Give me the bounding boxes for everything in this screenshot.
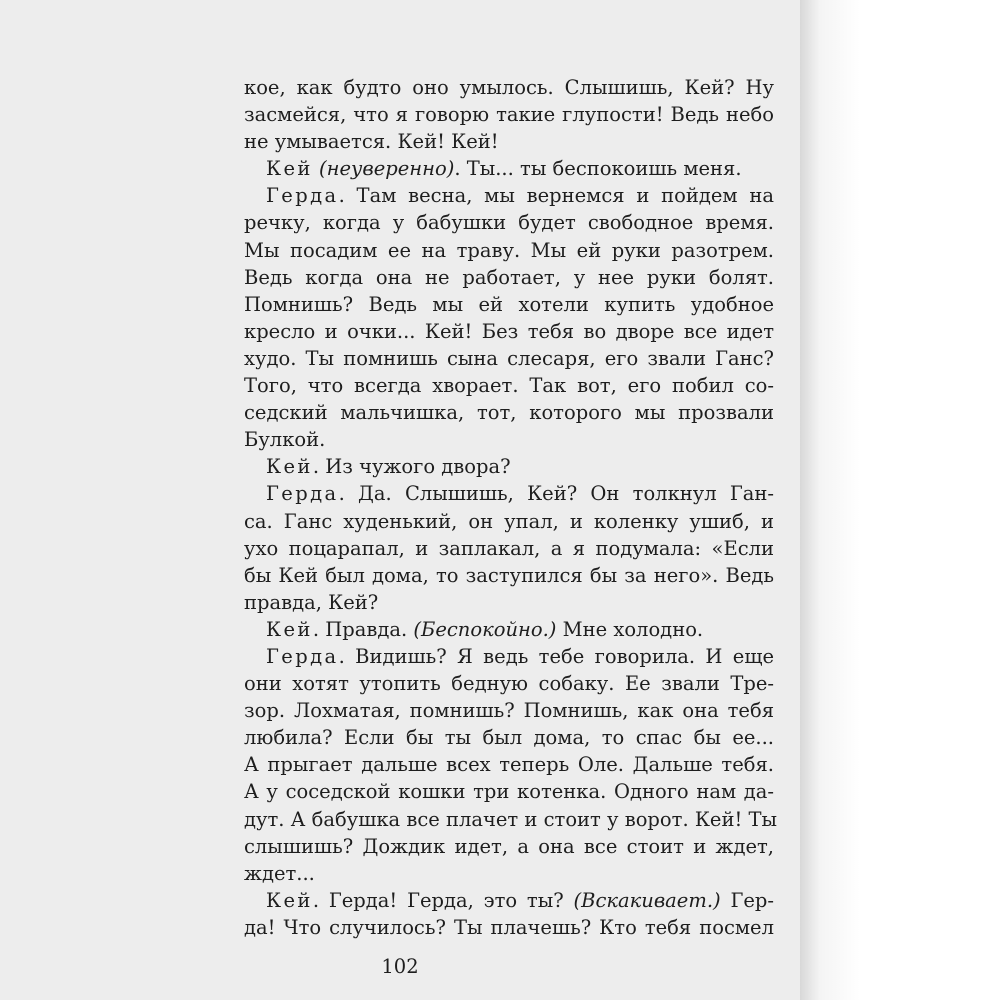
text-line <box>244 806 778 833</box>
text-line <box>244 237 774 264</box>
line-text: седский мальчишка, тот, которого мы прозвали <box>244 401 774 425</box>
line-text: . Видишь? Я ведь тебе говорила. И еще <box>338 644 774 668</box>
line-text: кресло и очки... Кей! Без тебя во дворе все идет <box>244 319 774 343</box>
text-line <box>244 399 774 426</box>
text-line <box>244 101 774 128</box>
line-text-after: Гер- <box>720 888 774 912</box>
line-text: Ведь когда она не работает, у нее руки болят. <box>244 265 774 289</box>
line-text: . Ты... ты беспокоишь меня. <box>454 157 742 181</box>
line-text: . Да. Слышишь, Кей? Он толкнул Ган- <box>338 482 774 506</box>
speaker-name: Герда <box>266 482 339 506</box>
text-line <box>244 751 774 778</box>
text-line <box>244 914 774 941</box>
page-text <box>244 74 778 941</box>
text-line <box>244 562 774 589</box>
text-line <box>244 372 774 399</box>
line-text: ждет... <box>244 861 315 885</box>
line-text: . Правда. <box>312 617 414 641</box>
text-line <box>244 426 774 453</box>
text-line <box>244 264 774 291</box>
text-line <box>244 318 774 345</box>
stage-direction: (Беспокойно.) <box>413 617 557 641</box>
speaker-name: Кей <box>266 888 313 912</box>
text-line <box>244 291 774 318</box>
text-line <box>244 643 774 670</box>
line-text: кое, как будто оно умылось. Слышишь, Кей? Ну <box>244 76 774 99</box>
text-line <box>244 833 774 860</box>
line-text: речку, когда у бабушки будет свободное время. <box>244 211 774 235</box>
page-number: 102 <box>381 955 419 978</box>
line-text: бы Кей был дома, то заступился бы за него». Ведь <box>244 563 774 587</box>
text-line <box>244 508 774 535</box>
line-text: они хотят утопить бедную собаку. Ее звали Тре- <box>244 672 774 696</box>
line-text: не умывается. Кей! Кей! <box>244 130 499 154</box>
line-text: А прыгает дальше всех теперь Оле. Дальше тебя. <box>244 753 774 777</box>
speaker-name: Кей <box>266 455 313 479</box>
line-text: ухо поцарапал, и заплакал, а я подумала: «Если <box>244 536 774 560</box>
text-line <box>244 778 774 805</box>
text-line <box>244 453 774 480</box>
text-line <box>244 209 774 236</box>
line-text: дут. А бабушка все плачет и стоит у ворот. Кей! Ты <box>244 807 778 831</box>
line-text: правда, Кей? <box>244 590 379 614</box>
speaker-name: Кей <box>266 157 313 181</box>
line-text: любила? Если бы ты был дома, то спас бы ее... <box>244 726 774 750</box>
line-text-after: Мне холодно. <box>556 617 704 641</box>
text-line <box>244 860 774 887</box>
text-line <box>244 74 774 101</box>
text-line <box>244 697 774 724</box>
line-text: засмейся, что я говорю такие глупости! Ведь небо <box>244 103 774 127</box>
text-line <box>244 182 774 209</box>
text-line <box>244 616 774 643</box>
line-text: Помнишь? Ведь мы ей хотели купить удобное <box>244 292 774 316</box>
line-text: слышишь? Дождик идет, а она все стоит и ждет, <box>244 834 774 858</box>
text-line <box>244 128 774 155</box>
text-line <box>244 589 774 616</box>
line-text: зор. Лохматая, помнишь? Помнишь, как она тебя <box>244 699 774 723</box>
text-line <box>244 480 774 507</box>
text-line <box>244 155 774 182</box>
text-line <box>244 535 774 562</box>
page-edge-shadow <box>800 0 1000 1000</box>
line-text: худо. Ты помнишь сына слесаря, его звали Ганс? <box>244 346 774 370</box>
line-text: . Герда! Герда, это ты? <box>312 888 574 912</box>
line-text: Булкой. <box>244 428 326 452</box>
speaker-name: Кей <box>266 617 313 641</box>
line-text: А у соседской кошки три котенка. Одного нам да- <box>244 780 774 804</box>
text-line <box>244 345 774 372</box>
line-text: . Из чужого двора? <box>312 455 511 479</box>
line-text: . Там весна, мы вернемся и пойдем на <box>338 184 774 208</box>
line-text: са. Ганс худенький, он упал, и коленку ушиб, и <box>244 509 774 533</box>
stage-direction: (неуверенно) <box>319 157 455 181</box>
line-text: Того, что всегда хворает. Так вот, его побил со- <box>244 374 774 398</box>
text-line <box>244 724 774 751</box>
line-text: да! Что случилось? Ты плачешь? Кто тебя посмел <box>244 915 774 939</box>
speaker-name: Герда <box>266 644 339 668</box>
text-line <box>244 887 774 914</box>
line-text: Мы посадим ее на траву. Мы ей руки разотрем. <box>244 238 774 262</box>
speaker-name: Герда <box>266 184 339 208</box>
stage-direction: (Вскакивает.) <box>573 888 721 912</box>
text-line <box>244 670 774 697</box>
